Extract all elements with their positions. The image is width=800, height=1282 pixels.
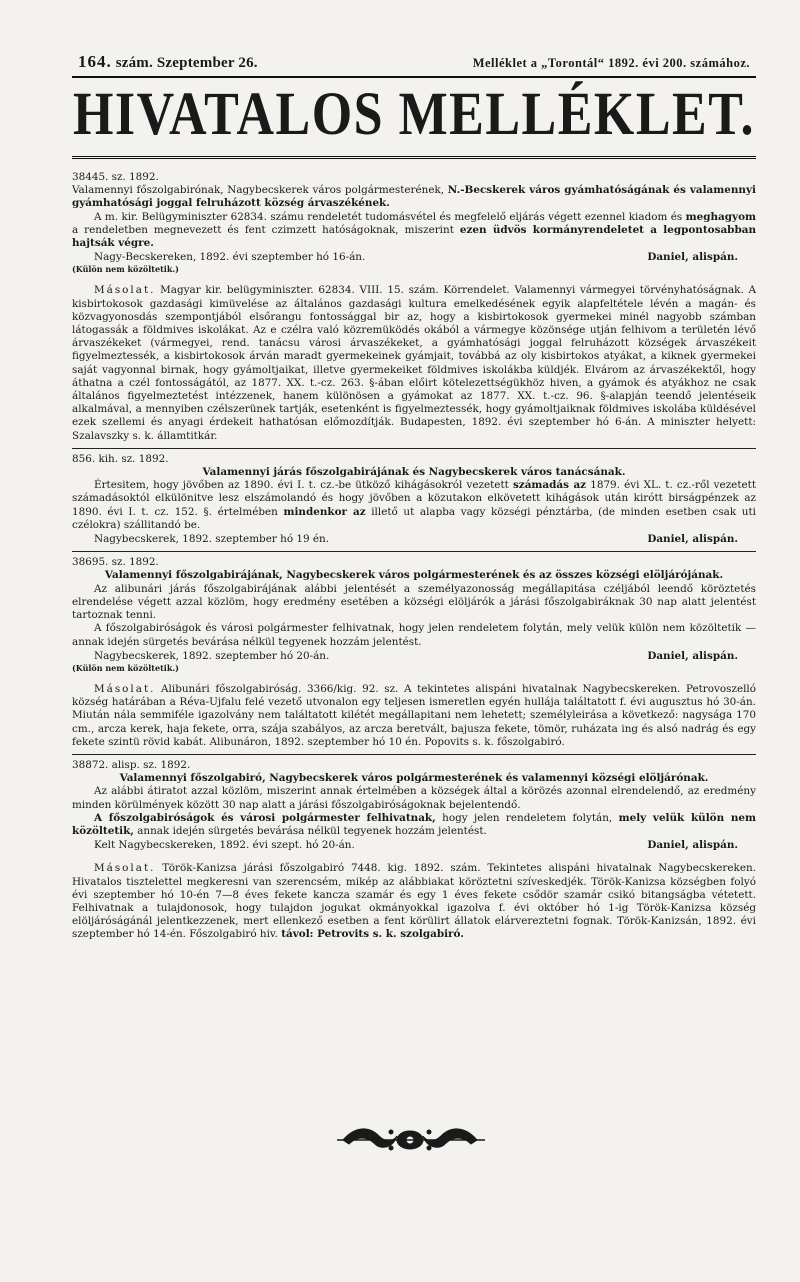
notice-section [72, 556, 756, 749]
addressee: Valamennyi főszolgabirájának, Nagybecskerek város polgármesterének és az összes községi elöljárójának. [104, 569, 724, 582]
body-text: A m. kir. Belügyminiszter 62834. számu rendeletét tudomásvétel és megfelelő eljárás végett ezennel kiadom és [94, 210, 683, 223]
signature: Daniel, alispán. [647, 839, 738, 852]
issue-info [78, 52, 258, 72]
copy-text [72, 862, 756, 941]
reference-number: 38872. alisp. sz. 1892. [72, 758, 191, 771]
notice-body [72, 812, 756, 838]
body-text: 1879. évi XL. t. cz.-ről vezetett számadásoktól elkülönitve lesz elszámolandó és hogy jövőben a közutakon elkövetett kihágások után kirótt birságpénzek az 1890. évi I. t. cz. 152. §. értelmében [72, 479, 757, 518]
signature-line [72, 533, 756, 546]
header-rule [72, 76, 756, 78]
body-text: Értesitem, hogy jövőben az 1890. évi I. t. cz.-be ütköző kihágásokról vezetett [94, 479, 509, 492]
reference-number: 856. kih. sz. 1892. [72, 452, 169, 465]
notice-body: Az alibunári járás főszolgabirájának alábbi jelentését a személyazonosság megállapitása czéljából leendő köröztetés elrendelése végett azzal közlöm, hogy eredmény esetében a községi elöljárók a járási főszolgabiráknak 30 nap alatt jelentést tartoznak tenni. [72, 582, 756, 622]
body-emphasis: mely velük külön nem közöltetik, [72, 811, 756, 837]
place-date: Nagybecskerek, 1892. szeptember hó 20-án. [94, 649, 330, 662]
addressee: Valamennyi főszolgabiró, Nagybecskerek város polgármesterének és valamennyi községi elöljárónak. [119, 772, 709, 785]
page-title: HIVATALOS MELLÉKLET. [72, 80, 756, 149]
header-line [72, 52, 756, 72]
copy-body: Alibunári főszolgabiróság. 3366/kig. 92. sz. A tekintetes alispáni hivatalnak Nagybecskereken. Petrovoszelló község határában a Réva-Ujfalu felé vezető utvonalon egy teljesen ismeretlen egyén hullája találtatott f. évi augusztus hó 30-án. Miután nála semmiféle igazolvány nem találtatott kilétét megállapitani nem lehetett; személyleirása a következő: nagysága 170 cm., arcza kerek, haja fekete, orra, szája szabályos, az arcza beretvált, bajusza fekete, tömör, ruházata ing és alsó nadrág és egy fekete szintü rövid kabát. Alibunáron, 1892. szeptember hó 10 én. Popovits s. k. főszolgabiró. [72, 682, 756, 748]
place-date: Nagybecskerek, 1892. szeptember hó 19 én. [94, 533, 330, 546]
note: (Külön nem közöltetik.) [72, 264, 179, 275]
body-emphasis: mindenkor az [283, 505, 366, 518]
ornament-flourish-icon [335, 1122, 485, 1158]
notice-section [72, 171, 756, 443]
body-emphasis: meghagyom [685, 210, 756, 223]
body-emphasis: ezen üdvös kormányrendeletet a legpontosabban hajtsák végre. [72, 223, 756, 250]
body-text: annak idején sürgetés bevárása nélkül tegyenek hozzám jelentést. [137, 824, 487, 837]
section-divider [72, 754, 756, 755]
body-emphasis: A főszolgabiróságok és városi polgármester felhivatnak, [94, 811, 436, 824]
body-text: a rendeletben megnevezett és fent czimzett hatóságoknak, miszerint [72, 223, 454, 236]
body-text: illető ut alapba vagy községi pénztárba, (de minden esetben csak uti czélokra) szállitandó be. [72, 505, 756, 531]
reference-number: 38695. sz. 1892. [72, 556, 159, 569]
copy-signature: távol: Petrovits s. k. szolgabiró. [281, 928, 464, 941]
place-date: Kelt Nagybecskereken, 1892. évi szept. hó 20-án. [94, 839, 355, 852]
signature-line [72, 650, 756, 663]
body-emphasis: számadás az [512, 479, 587, 492]
reference-number: 38445. sz. 1892. [72, 171, 159, 183]
note: (Külön nem közöltetik.) [72, 662, 179, 673]
copy-label: Másolat. [94, 862, 156, 875]
notice-body [72, 211, 756, 251]
supplement-info: Melléklet a „Torontál“ 1892. évi 200. számához. [472, 56, 750, 70]
copy-label: Másolat. [94, 284, 156, 297]
addressee: Valamennyi járás főszolgabirájának és Nagybecskerek város tanácsának. [202, 466, 626, 479]
copy-body: Magyar kir. belügyminiszter. 62834. VIII. 15. szám. Körrendelet. Valamennyi vármegyei törvényhatóságnak. A kisbirtokosok gazdasági kimüvelése az általános gazdasági kultura emelkedésének egyik alapfeltétele lévén a magán- és közvagyonosdás szempontjából elsőrangu fontossággal bir az, hogy a kisbirtokosok gyermekei minél nagyobb számban látogassák a földmives iskolákat. Az e czélra való közremüködés okából a vármegye közönsége utján felhivom a területén lévő árvaszékeket (vármegyei, rend. tanácsu városi árvaszékeket, a gyámhatósági joggal felruházott községek árvaszékeit figyelmeztessék, a kisbirtokosok árván maradt gyermekeinek gyámjait, továbbá az oly kisbirtokos atyákat, a kiknek gyermekei saját vagyonnal birnak, hogy gyámoltjaikat, illetve gyermekeiket földmives iskolákba küldjék. Elvárom az árvaszékektől, hogy áthatna a czél fontosságától, az 1877. XX. t.-cz. 263. §-ában előirt kötelezettségükhöz hiven, a gyámok és atyákhoz ne csak általános figyelmeztetést intézzenek, hanem különösen a gyámokat az 1877. XX. t.-cz. 96. §-alapján teendő jelentéseik alkalmával, a mennyiben czélszerünek tartják, esetenként is figyelmeztessék, hogy gyámoltjaiknak földmives iskolába küldésével ezek szellemi és anyagi érdekeit hathatósan előmozdítják. Budapesten, 1892. évi szeptember hó 6-án. A miniszter helyett: Szalavszky s. k. államtitkár. [72, 284, 756, 442]
issue-label: szám. Szeptember 26. [115, 55, 258, 71]
signature-line [72, 251, 756, 264]
addressee-bold: N.-Becskerek város gyámhatóságának és valamennyi gyámhatósági joggal felruházott község árvaszékének. [72, 184, 756, 210]
signature: Daniel, alispán. [647, 533, 738, 546]
section-divider [72, 448, 756, 449]
signature: Daniel, alispán. [647, 251, 738, 264]
section-divider [72, 551, 756, 552]
addressee-plain: Valamennyi főszolgabirónak, Nagybecskerek város polgármesterének, [72, 184, 445, 197]
newspaper-page [72, 52, 756, 942]
notice-section [72, 453, 756, 546]
notice-body: Az alábbi átiratot azzal közlöm, miszerint annak értelmében a községek által a körözés azonnal elrendelendő, az eredmény minden körülmények között 30 nap alatt a járási főszolgabiróságoknak bejelentendő. [72, 785, 756, 811]
copy-text [72, 683, 756, 749]
notice-body [72, 479, 756, 532]
copy-text [72, 284, 756, 442]
notice-section [72, 759, 756, 942]
addressee [72, 184, 756, 210]
place-date: Nagy-Becskereken, 1892. évi szeptember hó 16-án. [94, 251, 366, 264]
body-text: hogy jelen rendeletem folytán, [442, 811, 613, 824]
signature-line [72, 839, 756, 852]
copy-body: Török-Kanizsa járási főszolgabiró 7448. kig. 1892. szám. Tekintetes alispáni hivatalnak Nagybecskereken. Hivatalos tisztelettel megkeresni van szerencsém, mikép az alábbiakat köröztetni szíveskedjék. Török-Kanizsa községben folyó évi szeptember hó 10-én 7—8 éves fekete kancza szamár és egy 1 éves fekete csődör szamár csikó bitangságba vétetett. Felhivatnak a tulajdonosok, hogy tulajdon jogukat okmányokkal igazolva f. évi október hó 1-ig Török-Kanizsa község elöljáróságánál jelentkezzenek, mert ellenkező esetben a fent körülirt állatok elárvereztetni fognak. Török-Kanizsán, 1892. évi szeptember hó 14-én. Főszolgabiró hiv. [72, 862, 756, 941]
notice-body: A főszolgabiróságok és városi polgármester felhivatnak, hogy jelen rendeletem folytán, mely velük külön nem közöltetik — annak idején sürgetés bevárása nélkül tegyenek hozzám jelentést. [72, 622, 756, 648]
copy-label: Másolat. [94, 682, 156, 695]
issue-number: 164. [78, 52, 112, 71]
signature: Daniel, alispán. [647, 649, 738, 662]
